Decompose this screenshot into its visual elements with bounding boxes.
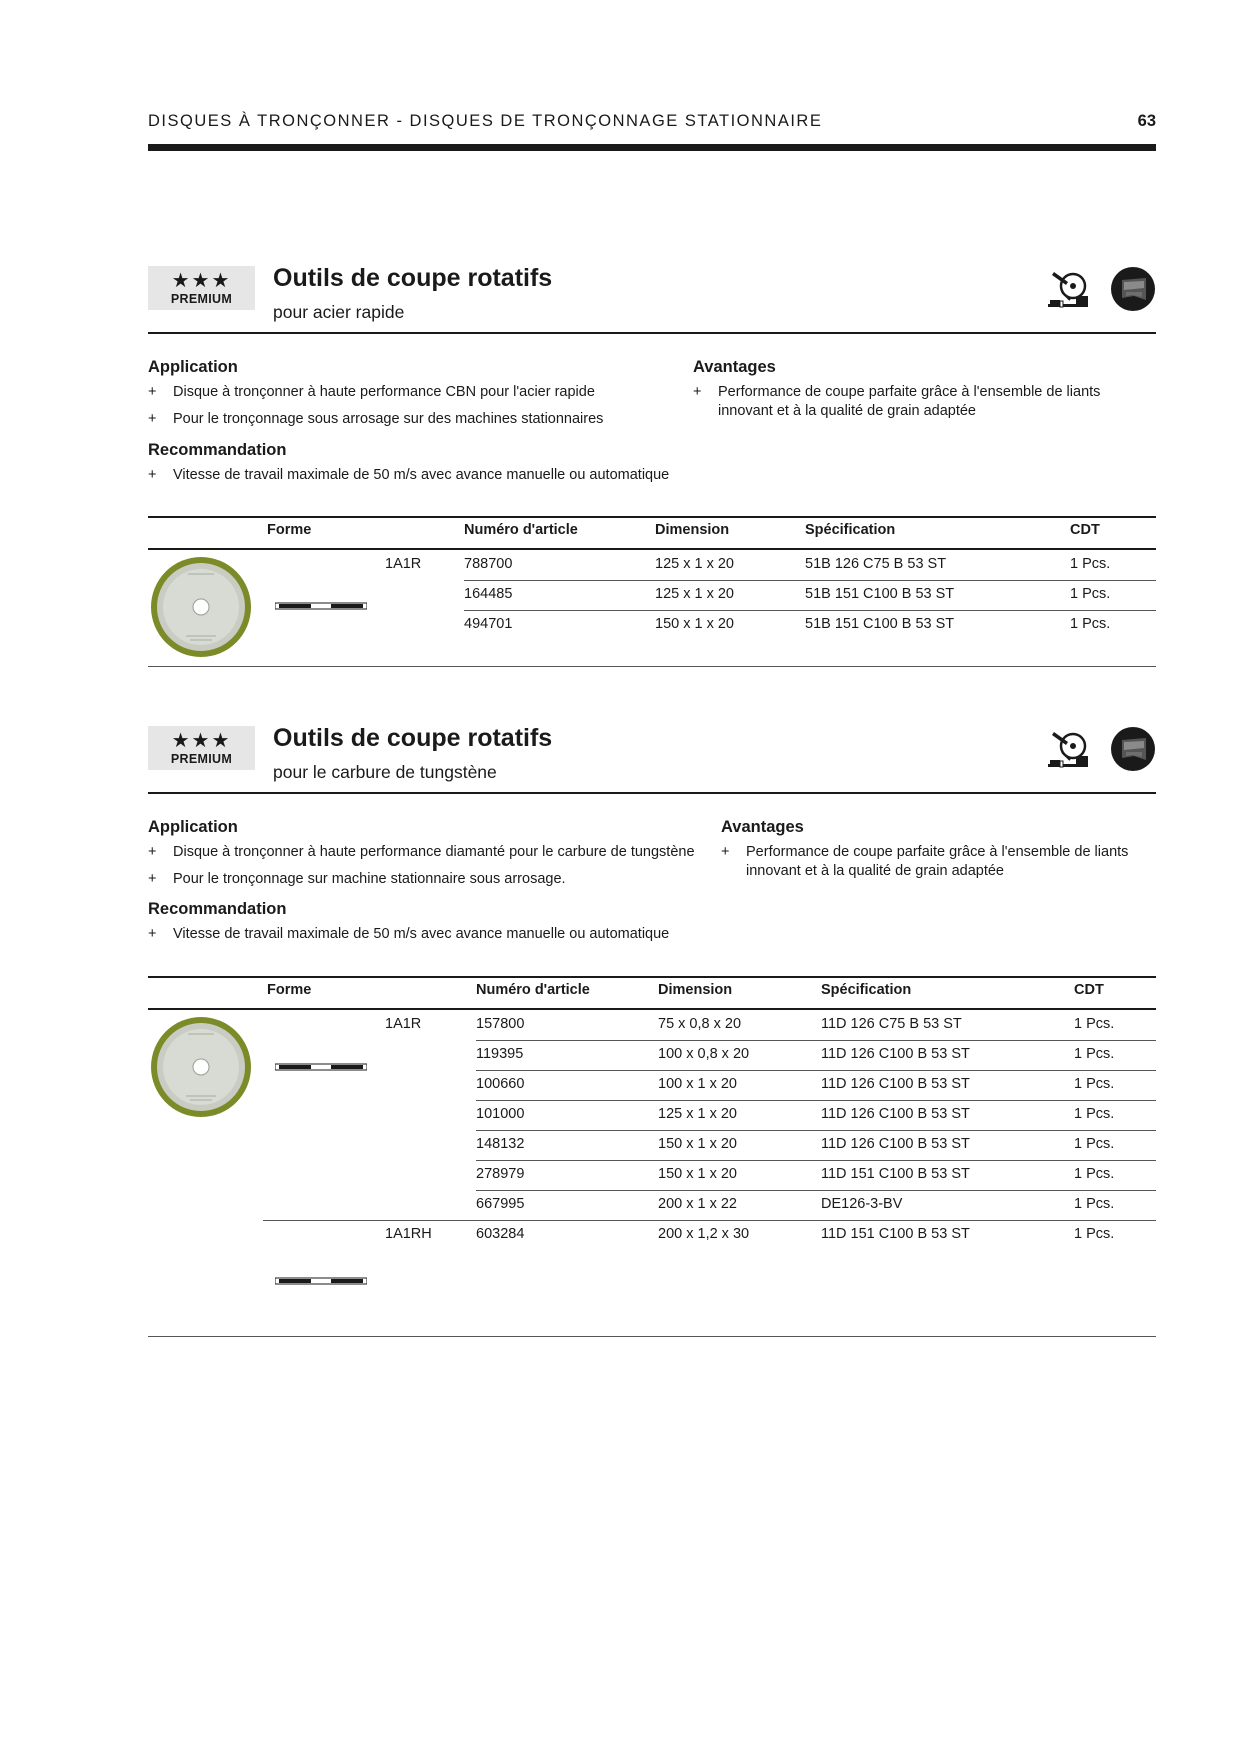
application-item: Disque à tronçonner à haute performance CBN pour l'acier rapide xyxy=(173,384,595,400)
avantages-item-line-1: Performance de coupe parfaite grâce à l'ensemble de liants xyxy=(718,384,1101,400)
section-title: Outils de coupe rotatifs xyxy=(273,264,553,292)
avantages-heading: Avantages xyxy=(693,358,776,376)
cell-specification: 11D 151 C100 B 53 ST xyxy=(821,1166,970,1182)
section-subtitle: pour le carbure de tungstène xyxy=(273,762,497,782)
cell-dimension: 125 x 1 x 20 xyxy=(655,586,734,602)
recommandation-item: Vitesse de travail maximale de 50 m/s avec avance manuelle ou automatique xyxy=(173,467,670,483)
cell-article: 667995 xyxy=(476,1196,525,1212)
application-item: Disque à tronçonner à haute performance diamanté pour le carbure de tungstène xyxy=(173,844,695,860)
cell-cdt: 1 Pcs. xyxy=(1074,1166,1115,1182)
cell-article: 157800 xyxy=(476,1016,525,1032)
avantages-heading: Avantages xyxy=(721,818,804,836)
cell-cdt: 1 Pcs. xyxy=(1074,1196,1115,1212)
col-header-forme: Forme xyxy=(267,982,312,998)
premium-label: PREMIUM xyxy=(170,752,233,766)
table-row xyxy=(148,1130,1156,1160)
application-heading: Application xyxy=(148,358,238,376)
cell-article: 164485 xyxy=(464,586,513,602)
application-item: Pour le tronçonnage sous arrosage sur des machines stationnaires xyxy=(173,411,604,427)
table-row xyxy=(148,610,1156,640)
application-heading: Application xyxy=(148,818,238,836)
stationary-cutoff-machine-icon xyxy=(1046,266,1092,312)
col-header-dimension: Dimension xyxy=(655,522,730,538)
section-title: Outils de coupe rotatifs xyxy=(273,724,553,752)
cell-specification: 51B 126 C75 B 53 ST xyxy=(805,556,947,572)
col-header-dimension: Dimension xyxy=(658,982,733,998)
cell-article: 788700 xyxy=(464,556,513,572)
cell-cdt: 1 Pcs. xyxy=(1074,1046,1115,1062)
cell-shape: 1A1R xyxy=(385,1016,422,1032)
cell-cdt: 1 Pcs. xyxy=(1070,616,1111,632)
section-rule xyxy=(148,792,1156,794)
table-row xyxy=(148,580,1156,610)
application-item: Pour le tronçonnage sur machine stationnaire sous arrosage. xyxy=(173,871,566,887)
stationary-cutoff-machine-icon xyxy=(1046,726,1092,772)
cell-article: 119395 xyxy=(476,1046,524,1062)
page-header xyxy=(148,112,1156,134)
recommandation-item: Vitesse de travail maximale de 50 m/s avec avance manuelle ou automatique xyxy=(173,926,670,942)
table-row xyxy=(148,1040,1156,1070)
col-header-article: Numéro d'article xyxy=(464,522,578,538)
product-section-hss: ★★★ PREMIUM Outils de coupe rotatifs pour acier rapide Application + Disque à tronçonner à haute performance CBN pour l'acier rapide + Pour le tronçonnage sous arrosage sur des machines stationnaires Avantages + Performance de coupe parfaite grâce à l'ensemble de liants innovant et à la qualité de grain adaptée Recommandation + Vitesse de travail maximale de 50 m/s avec avance manuelle ou automatique Forme Numéro d'article Dimension Spécification CDT 1A1R 788700 125 x 1 x 20 51B 126 C75 B 53 ST 1 Pcs. 164485 125 x 1 x 20 51B 151 C100 B 53 ST 1 Pcs. 494701 150 x 1 x 20 51B 151 C100 B 53 ST 1 Pcs. xyxy=(148,266,1156,676)
col-header-article: Numéro d'article xyxy=(476,982,590,998)
table-row xyxy=(148,1220,1156,1250)
col-header-cdt: CDT xyxy=(1070,522,1100,538)
cell-dimension: 150 x 1 x 20 xyxy=(658,1166,737,1182)
col-header-specification: Spécification xyxy=(805,522,896,538)
cell-specification: 11D 126 C100 B 53 ST xyxy=(821,1136,970,1152)
cell-cdt: 1 Pcs. xyxy=(1074,1136,1115,1152)
cell-cdt: 1 Pcs. xyxy=(1074,1226,1115,1242)
cell-specification: 11D 126 C75 B 53 ST xyxy=(821,1016,962,1032)
table-row xyxy=(148,1100,1156,1130)
cell-specification: 11D 126 C100 B 53 ST xyxy=(821,1106,970,1122)
cell-cdt: 1 Pcs. xyxy=(1070,586,1111,602)
table-row xyxy=(148,1160,1156,1190)
recommandation-heading: Recommandation xyxy=(148,900,287,918)
cell-article: 603284 xyxy=(476,1226,525,1242)
table-row xyxy=(148,1070,1156,1100)
cell-cdt: 1 Pcs. xyxy=(1074,1016,1115,1032)
cell-cdt: 1 Pcs. xyxy=(1070,556,1111,572)
cell-dimension: 150 x 1 x 20 xyxy=(658,1136,737,1152)
col-header-forme: Forme xyxy=(267,522,312,538)
premium-badge xyxy=(148,266,255,310)
cell-article: 100660 xyxy=(476,1076,525,1092)
cell-specification: 11D 126 C100 B 53 ST xyxy=(821,1076,970,1092)
col-header-cdt: CDT xyxy=(1074,982,1104,998)
recommandation-heading: Recommandation xyxy=(148,441,287,459)
avantages-item-line-1: Performance de coupe parfaite grâce à l'ensemble de liants xyxy=(746,844,1129,860)
carbide-material-icon xyxy=(1110,726,1156,772)
cell-article: 101000 xyxy=(476,1106,525,1122)
table-row xyxy=(148,550,1156,580)
cell-dimension: 100 x 0,8 x 20 xyxy=(658,1046,750,1062)
cell-specification: 11D 151 C100 B 53 ST xyxy=(821,1226,970,1242)
cell-article: 148132 xyxy=(476,1136,525,1152)
stars-icon: ★★★ xyxy=(171,730,232,752)
page-header-title: DISQUES À TRONÇONNER - DISQUES DE TRONÇONNAGE STATIONNAIRE xyxy=(148,112,823,130)
cell-specification: 11D 126 C100 B 53 ST xyxy=(821,1046,970,1062)
cell-cdt: 1 Pcs. xyxy=(1074,1076,1115,1092)
table-row xyxy=(148,1010,1156,1040)
cell-shape: 1A1R xyxy=(385,556,422,572)
avantages-item-line-2: innovant et à la qualité de grain adaptée xyxy=(746,863,1004,879)
product-table xyxy=(148,976,1156,1346)
avantages-item-line-2: innovant et à la qualité de grain adaptée xyxy=(718,403,976,419)
section-rule xyxy=(148,332,1156,334)
table-row xyxy=(148,1190,1156,1220)
cell-specification: DE126-3-BV xyxy=(821,1196,903,1212)
premium-badge xyxy=(148,726,255,770)
page-header-rule xyxy=(148,144,1156,151)
col-header-specification: Spécification xyxy=(821,982,912,998)
cell-shape: 1A1RH xyxy=(385,1226,432,1242)
stars-icon: ★★★ xyxy=(171,270,232,292)
shape-profile-1a1rh-icon xyxy=(275,1277,367,1285)
premium-label: PREMIUM xyxy=(170,292,233,306)
section-subtitle: pour acier rapide xyxy=(273,302,405,322)
cell-dimension: 75 x 0,8 x 20 xyxy=(658,1016,742,1032)
hss-material-icon xyxy=(1110,266,1156,312)
product-section-carbide: ★★★ PREMIUM Outils de coupe rotatifs pour le carbure de tungstène Application + Disque à tronçonner à haute performance diamanté pour le carbure de tungstène + Pour le tronçonnage sur machine stationnaire sous arrosage. Avantages + Performance de coupe parfaite grâce à l'ensemble de liants innovant et à la qualité de grain adaptée Recommandation + Vitesse de travail maximale de 50 m/s avec avance manuelle ou automatique Forme Numéro d'article Dimension Spécification CDT 1A1R 157800 75 x 0,8 x 20 11D 126 C75 B 53 ST 1 Pcs. 119395 100 x 0,8 x 20 11D 126 C100 B 53 ST 1 Pcs. 100660 100 x 1 x 20 11D 126 C100 B 53 ST 1 Pcs. 101000 125 x 1 x 20 11D 126 C100 B 53 ST 1 Pcs. 148132 150 x 1 x 20 11D 126 C100 B 53 ST 1 Pcs. 278979 150 x 1 x 20 11D 151 C100 B 53 ST 1 Pcs. 667995 200 x 1 x 22 DE126-3-BV 1 Pcs. 1A1RH 603284 200 x 1,2 x 30 11D 151 C100 B 53 ST 1 Pcs. xyxy=(148,726,1156,1346)
cell-dimension: 125 x 1 x 20 xyxy=(655,556,734,572)
page-number: 63 xyxy=(1137,112,1156,130)
cell-dimension: 125 x 1 x 20 xyxy=(658,1106,737,1122)
cell-article: 494701 xyxy=(464,616,513,632)
cell-specification: 51B 151 C100 B 53 ST xyxy=(805,586,955,602)
cell-dimension: 200 x 1,2 x 30 xyxy=(658,1226,750,1242)
cell-dimension: 100 x 1 x 20 xyxy=(658,1076,737,1092)
cell-specification: 51B 151 C100 B 53 ST xyxy=(805,616,955,632)
cell-dimension: 150 x 1 x 20 xyxy=(655,616,734,632)
product-table xyxy=(148,516,1156,676)
cell-article: 278979 xyxy=(476,1166,525,1182)
cell-dimension: 200 x 1 x 22 xyxy=(658,1196,737,1212)
cell-cdt: 1 Pcs. xyxy=(1074,1106,1115,1122)
